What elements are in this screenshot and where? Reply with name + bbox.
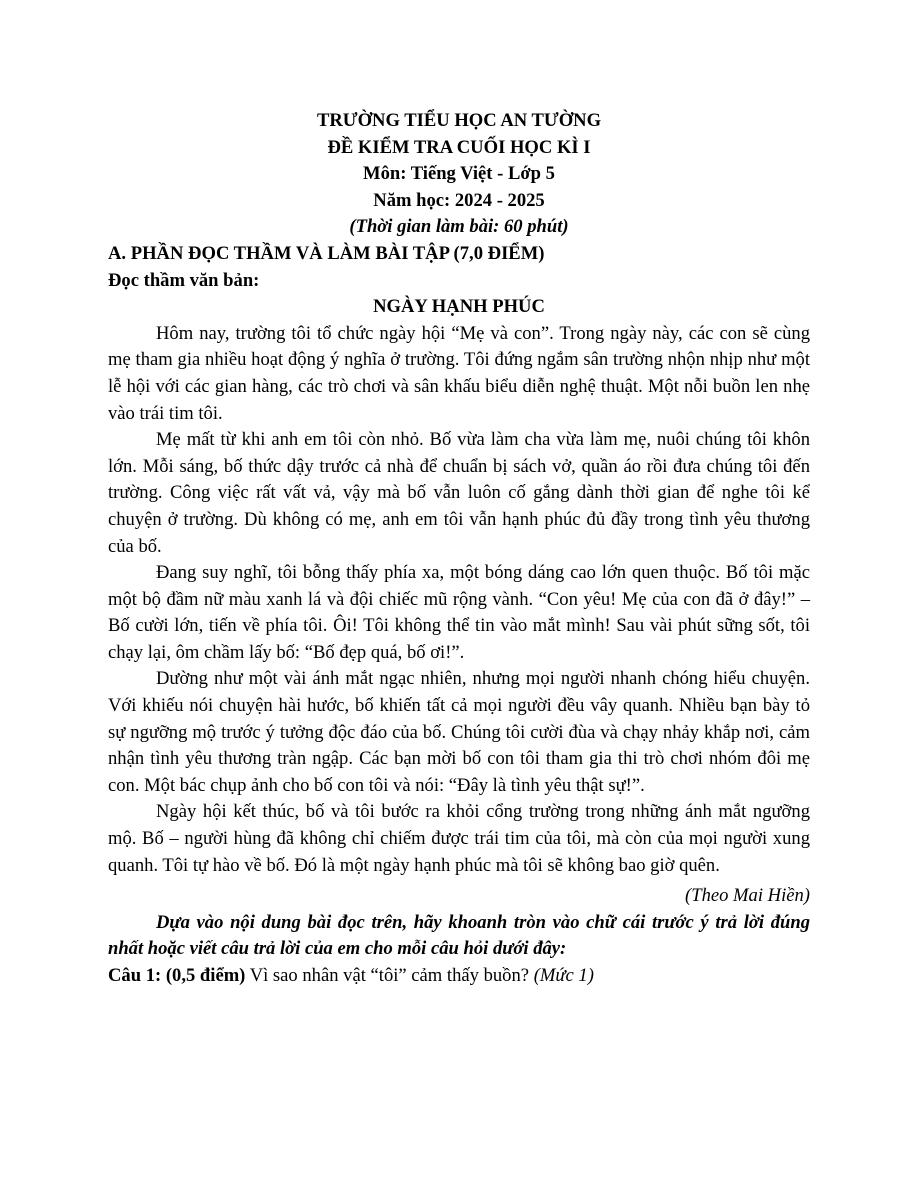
school-year: Năm học: 2024 - 2025 bbox=[373, 189, 545, 211]
story-paragraph-5: Ngày hội kết thúc, bố và tôi bước ra khỏi cổng trường trong những ánh mắt ngưỡng mộ. Bố – người hùng đã không chỉ chiếm được trái tim của tôi, mà còn của mọi người xung quanh. Tôi tự hào về bố. Đó là một ngày hạnh phúc mà tôi sẽ không bao giờ quên. bbox=[108, 801, 810, 876]
story-paragraph-3: Đang suy nghĩ, tôi bỗng thấy phía xa, một bóng dáng cao lớn quen thuộc. Bố tôi mặc một bộ đầm nữ màu xanh lá và đội chiếc mũ rộng vành. “Con yêu! Mẹ của con đã ở đây!” – Bố cười lớn, tiến về phía tôi. Ôi! Tôi không thể tin vào mắt mình! Sau vài phút sững sốt, tôi chạy lại, ôm chầm lấy bố: “Bố đẹp quá, bố ơi!”. bbox=[108, 562, 810, 663]
exam-content bbox=[108, 108, 810, 990]
story-body bbox=[108, 321, 810, 879]
question-1-level: (Mức 1) bbox=[533, 965, 594, 986]
exam-duration: (Thời gian làm bài: 60 phút) bbox=[349, 216, 569, 238]
story-source: (Theo Mai Hiền) bbox=[685, 885, 810, 907]
question-1-label: Câu 1: (0,5 điểm) bbox=[108, 965, 246, 986]
read-label: Đọc thầm văn bản: bbox=[108, 269, 260, 291]
subject-line: Môn: Tiếng Việt - Lớp 5 bbox=[363, 163, 555, 185]
story-paragraph-4: Dường như một vài ánh mắt ngạc nhiên, nhưng mọi người nhanh chóng hiểu chuyện. Với khiếu nói chuyện hài hước, bố khiến tất cả mọi người đều vây quanh. Nhiều bạn bày tỏ sự ngưỡng mộ trước ý tưởng độc đáo của bố. Chúng tôi cười đùa và chạy nhảy khắp nơi, cảm nhận tình yêu thương tràn ngập. Các bạn mời bố con tôi tham gia thi trò chơi nhóm đôi mẹ con. Một bác chụp ảnh cho bố con tôi và nói: “Đây là tình yêu thật sự!”. bbox=[108, 668, 810, 796]
exam-header bbox=[108, 108, 810, 241]
story-paragraph-2: Mẹ mất từ khi anh em tôi còn nhỏ. Bố vừa làm cha vừa làm mẹ, nuôi chúng tôi khôn lớn. Mỗi sáng, bố thức dậy trước cả nhà để chuẩn bị sách vở, quần áo rồi đưa chúng tôi đến trường. Công việc rất vất vả, vậy mà bố vẫn luôn cố gắng dành thời gian để nghe tôi kể chuyện ở trường. Dù không có mẹ, anh em tôi vẫn hạnh phúc đủ đầy trong tình yêu thương của bố. bbox=[108, 429, 810, 557]
question-1-text: Vì sao nhân vật “tôi” cảm thấy buồn? bbox=[249, 965, 530, 986]
story-title: NGÀY HẠNH PHÚC bbox=[373, 296, 545, 318]
question-instruction: Dựa vào nội dung bài đọc trên, hãy khoanh tròn vào chữ cái trước ý trả lời đúng nhất hoặc viết câu trả lời của em cho mỗi câu hỏi dưới đây: bbox=[108, 911, 810, 960]
question-1 bbox=[108, 963, 810, 990]
story-paragraph-1: Hôm nay, trường tôi tổ chức ngày hội “Mẹ và con”. Trong ngày này, các con sẽ cùng mẹ tham gia nhiều hoạt động ý nghĩa ở trường. Tôi đứng ngắm sân trường nhộn nhịp như một lễ hội với các gian hàng, các trò chơi và sân khấu biểu diễn nghệ thuật. Một nỗi buồn len nhẹ vào trái tim tôi. bbox=[108, 322, 810, 424]
school-name: TRƯỜNG TIỂU HỌC AN TƯỜNG bbox=[316, 110, 602, 131]
section-a-title: A. PHẦN ĐỌC THẦM VÀ LÀM BÀI TẬP (7,0 ĐIỂM) bbox=[108, 242, 545, 264]
exam-title: ĐỀ KIỂM TRA CUỐI HỌC KÌ I bbox=[327, 136, 591, 158]
